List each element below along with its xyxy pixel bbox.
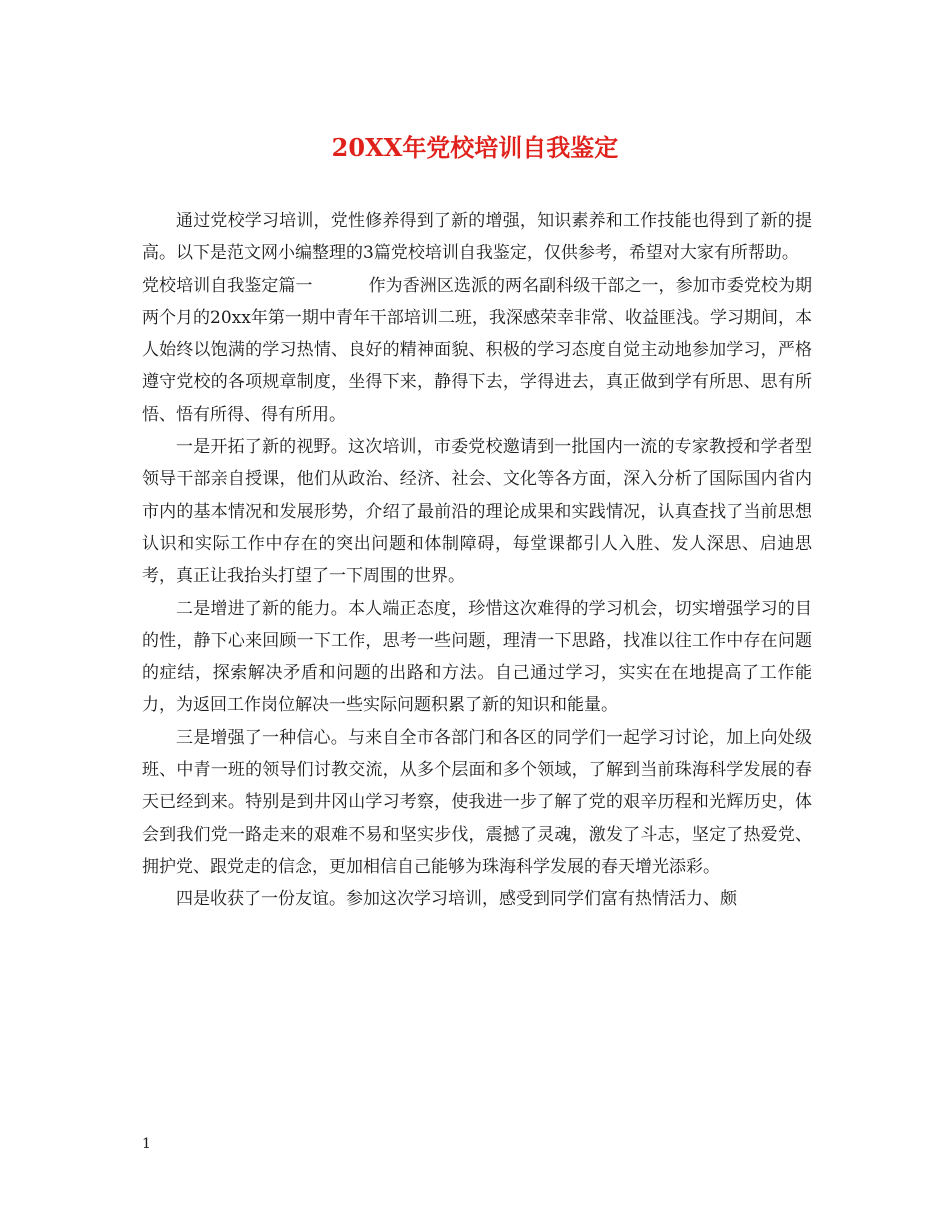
- page-number: 1: [142, 1136, 151, 1152]
- document-body: [142, 205, 812, 916]
- paragraph-vision: 一是开拓了新的视野。这次培训，市委党校邀请到一批国内一流的专家教授和学者型领导干部亲自授课，他们从政治、经济、社会、文化等各方面，深入分析了国际国内省内市内的基本情况和发展形势，介绍了最前沿的理论成果和实践情况，认真查找了当前思想认识和实际工作中存在的突出问题和体制障碍，每堂课都引人入胜、发人深思、启迪思考，真正让我抬头打望了一下周围的世界。: [142, 437, 812, 587]
- paragraph-confidence: 三是增强了一种信心。与来自全市各部门和各区的同学们一起学习讨论，加上向处级班、中青一班的领导们讨教交流，从多个层面和多个领域，了解到当前珠海科学发展的春天已经到来。特别是到井冈山学习考察，使我进一步了解了党的艰辛历程和光辉历史，体会到我们党一路走来的艰难不易和坚实步伐，震撼了灵魂，激发了斗志，坚定了热爱党、拥护党、跟党走的信念，更加相信自己能够为珠海科学发展的春天增光添彩。: [142, 727, 812, 877]
- section-label: 党校培训自我鉴定篇一: [142, 275, 313, 296]
- section-paragraph: [142, 270, 812, 431]
- intro-paragraph: 通过党校学习培训，党性修养得到了新的增强，知识素养和工作技能也得到了新的提高。以下是范文网小编整理的3篇党校培训自我鉴定，仅供参考，希望对大家有所帮助。: [142, 211, 812, 264]
- section-text: 作为香洲区选派的两名副科级干部之一，参加市委党校为期两个月的20xx年第一期中青年干部培训二班，我深感荣幸非常、收益匪浅。学习期间，本人始终以饱满的学习热情、良好的精神面貌、积极的学习态度自觉主动地参加学习，严格遵守党校的各项规章制度，坐得下来，静得下去，学得进去，真正做到学有所思、思有所悟、悟有所得、得有所用。: [142, 275, 813, 425]
- paragraph-ability: 二是增进了新的能力。本人端正态度，珍惜这次难得的学习机会，切实增强学习的目的性，静下心来回顾一下工作，思考一些问题，理清一下思路，找准以往工作中存在问题的症结，探索解决矛盾和问题的出路和方法。自己通过学习，实实在在地提高了工作能力，为返回工作岗位解决一些实际问题积累了新的知识和能量。: [142, 598, 812, 716]
- paragraph-friendship: 四是收获了一份友谊。参加这次学习培训，感受到同学们富有热情活力、颇: [176, 889, 737, 910]
- document-title: 20XX年党校培训自我鉴定: [331, 133, 619, 162]
